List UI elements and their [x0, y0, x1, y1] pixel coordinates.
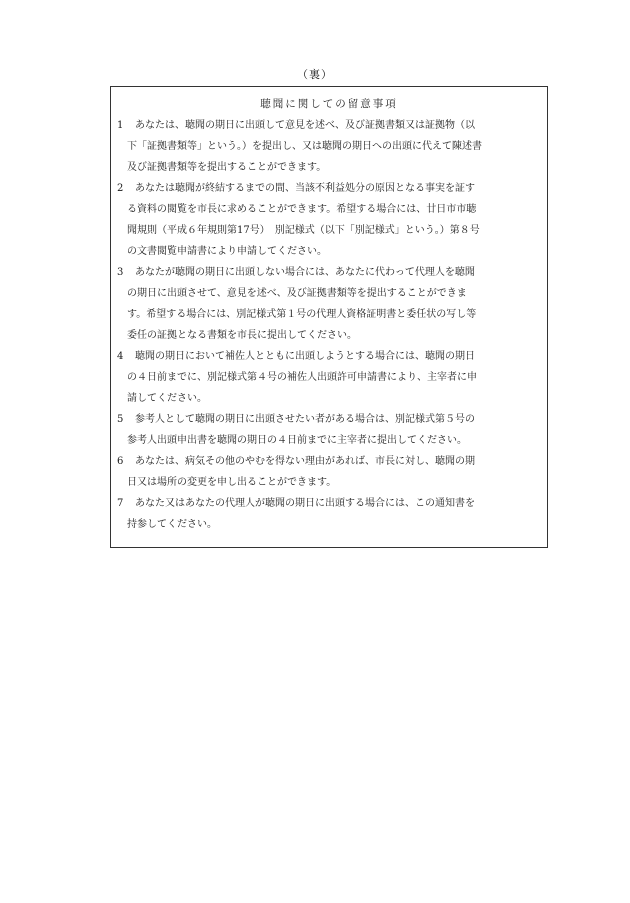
notice-title: 聴聞に関しての留意事項 — [260, 98, 398, 110]
item-line: 下「証拠書類等」という。）を提出し、又は聴聞の期日への出頭に代えて陳述書 — [127, 141, 482, 152]
notice-item-5 — [117, 409, 545, 451]
item-line — [117, 409, 545, 430]
notice-box — [110, 86, 548, 548]
notice-item-3 — [117, 262, 545, 346]
item-text: あなたは、病気その他のやむを得ない理由があれば、市長に対し、聴聞の期 — [135, 456, 475, 467]
item-line: る資料の閲覧を市長に求めることができます。希望する場合には、廿日市市聴 — [127, 204, 477, 215]
item-line — [117, 346, 545, 367]
item-text: あなたは聴聞が終結するまでの間、当該不利益処分の原因となる事実を証す — [135, 183, 475, 194]
item-number: 5 — [117, 414, 124, 425]
item-line — [117, 451, 545, 472]
item-line — [117, 493, 545, 514]
item-line: 聞規則（平成６年規則第17号） 別記様式（以下「別記様式」という。）第８号 — [127, 225, 480, 236]
item-line: の文書閲覧申請書により申請してください。 — [127, 246, 327, 257]
notice-item-4 — [117, 346, 545, 409]
item-line: 委任の証拠となる書類を市長に提出してください。 — [127, 330, 357, 341]
item-number: 2 — [117, 183, 124, 194]
notice-item-2 — [117, 178, 545, 262]
page-side-label: （裏） — [297, 68, 333, 81]
item-line: 持参してください。 — [127, 519, 217, 530]
item-line — [117, 178, 545, 199]
item-number: 3 — [117, 267, 124, 278]
item-number: 1 — [117, 120, 124, 131]
item-line: 日又は場所の変更を申し出ることができます。 — [127, 477, 337, 488]
item-line: の期日に出頭させて、意見を述べ、及び証拠書類等を提出することができま — [127, 288, 467, 299]
notice-item-1 — [117, 115, 545, 178]
item-line: す。希望する場合には、別記様式第１号の代理人資格証明書と委任状の写し等 — [127, 309, 477, 320]
item-line: 及び証拠書類等を提出することができます。 — [127, 162, 327, 173]
item-number: 7 — [117, 498, 124, 509]
item-line: の４日前までに、別記様式第４号の補佐人出頭許可申請書により、主宰者に申 — [127, 372, 477, 383]
item-number: 6 — [117, 456, 124, 467]
item-text: あなた又はあなたの代理人が聴聞の期日に出頭する場合には、この通知書を — [135, 498, 475, 509]
notice-item-6 — [117, 451, 545, 493]
notice-item-7 — [117, 493, 545, 535]
item-line — [117, 115, 545, 136]
item-text: あなたは、聴聞の期日に出頭して意見を述べ、及び証拠書類又は証拠物（以 — [135, 120, 475, 131]
item-line — [117, 262, 545, 283]
item-line: 請してください。 — [127, 393, 207, 404]
item-number: 4 — [117, 351, 124, 362]
item-text: 聴聞の期日において補佐人とともに出頭しようとする場合には、聴聞の期日 — [135, 351, 475, 362]
item-line: 参考人出頭申出書を聴聞の期日の４日前までに主宰者に提出してください。 — [127, 435, 467, 446]
item-text: 参考人として聴聞の期日に出頭させたい者がある場合は、別記様式第５号の — [135, 414, 475, 425]
item-text: あなたが聴聞の期日に出頭しない場合には、あなたに代わって代理人を聴聞 — [135, 267, 475, 278]
